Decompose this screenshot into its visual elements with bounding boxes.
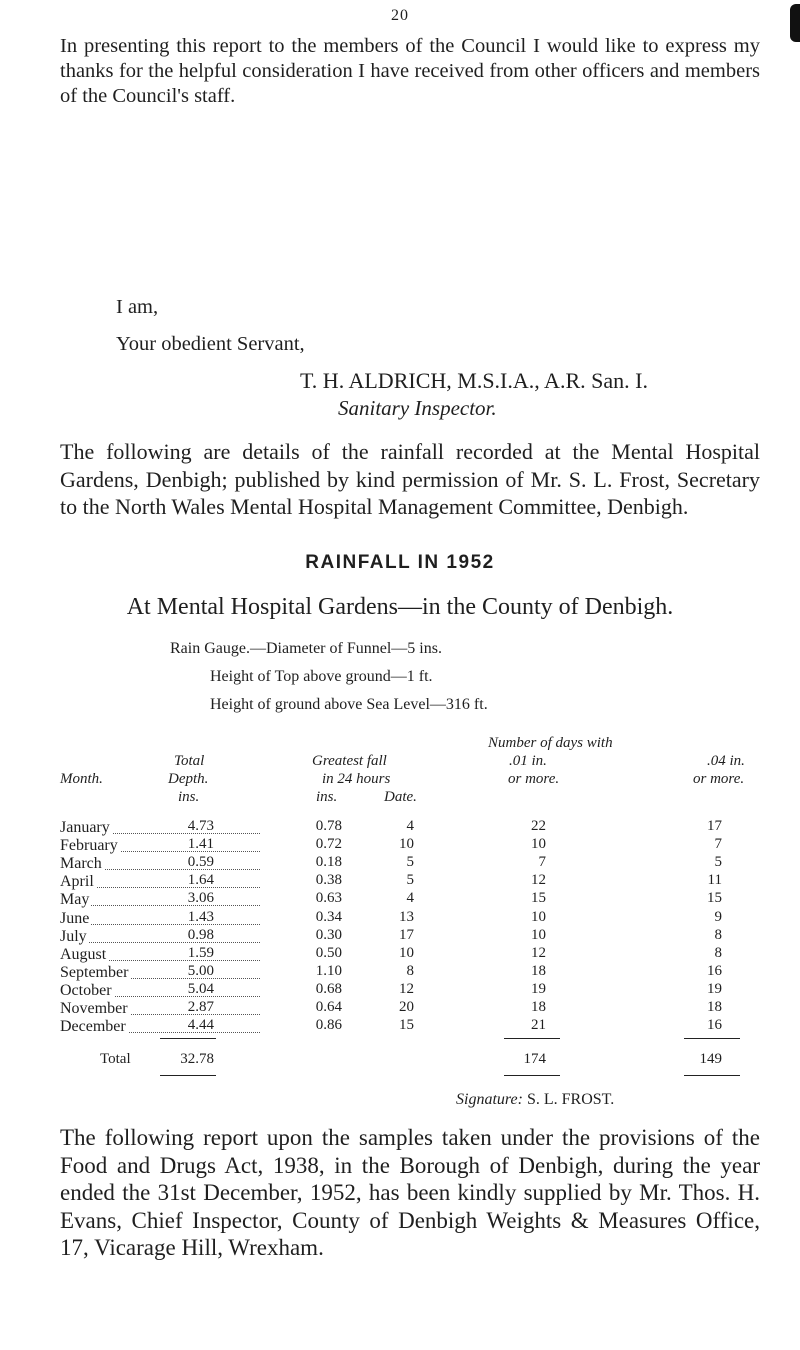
signatory-name: T. H. ALDRICH, M.S.I.A., A.R. San. I. [300, 368, 648, 393]
fall-date-cell: 10 [399, 944, 414, 961]
greatest-fall-cell: 0.34 [315, 908, 342, 925]
fall-date-cell: 13 [399, 908, 414, 925]
dot-leader [60, 837, 260, 855]
dot-leader [60, 819, 260, 834]
days-04-cell: 19 [707, 980, 722, 997]
total-depth-cell: 1.64 [187, 872, 214, 889]
month-cell: April [60, 873, 94, 891]
days-01-cell: 12 [531, 872, 546, 889]
total-depth-cell: 4.44 [187, 1017, 214, 1034]
closing-yours: Your obedient Servant, [116, 333, 305, 355]
fall-date-cell: 20 [399, 999, 414, 1015]
header-month: Month. [60, 771, 103, 787]
header-days01-1: .01 in. [509, 753, 547, 769]
total-depth-cell: 5.00 [187, 962, 214, 979]
month-cell: May [60, 891, 90, 909]
days-01-cell: 22 [531, 818, 546, 834]
greatest-fall-cell: 0.68 [315, 980, 342, 997]
closing-i-am: I am, [116, 296, 159, 318]
fall-date-cell: 12 [399, 980, 414, 997]
food-drugs-paragraph: The following report upon the samples taken under the provisions of the Food and Drugs Act, 1938, in the Borough of Denbigh, during the year ended the 31st December, 1952, has been kindly supplied by Mr. Thos. H. Evans, Chief Inspector, County of Denbigh Weights & Measures Office, 17, Vicarage Hill, Wrexham. [60, 1125, 760, 1260]
days-01-cell: 21 [531, 1017, 546, 1034]
header-total-unit: ins. [178, 789, 200, 805]
month-cell: December [60, 1018, 126, 1036]
header-days04-1: .04 in. [707, 753, 745, 769]
dot-leader [60, 1000, 260, 1015]
gauge-diameter: Rain Gauge.—Diameter of Funnel—5 ins. [170, 640, 442, 657]
greatest-fall-cell: 0.50 [315, 944, 342, 961]
days-01-cell: 15 [531, 890, 546, 907]
fall-date-cell: 4 [406, 890, 414, 907]
page-number: 20 [391, 7, 409, 24]
greatest-fall-cell: 1.10 [315, 962, 342, 979]
month-cell: March [60, 855, 102, 873]
days-04-cell: 7 [714, 836, 722, 853]
d01-rule-top [504, 1038, 560, 1039]
month-cell: February [60, 837, 118, 855]
total-rule-top [160, 1038, 216, 1039]
dot-leader [60, 910, 260, 925]
rainfall-intro-paragraph: The following are details of the rainfall recorded at the Mental Hospital Gardens, Denbigh; published by kind permission of Mr. S. L. Frost, Secretary to the North Wales Mental Hospital Management Committee, Denbigh. [60, 439, 760, 519]
d01-rule-bottom [504, 1075, 560, 1076]
greatest-fall-cell: 0.63 [315, 890, 342, 907]
total-rule-bottom [160, 1075, 216, 1076]
days-01-cell: 18 [531, 962, 546, 979]
greatest-fall-cell: 0.30 [315, 926, 342, 943]
days-04-cell: 16 [707, 1017, 722, 1034]
rainfall-subtitle: At Mental Hospital Gardens—in the County of Denbigh. [126, 594, 674, 620]
days-04-sum: 149 [699, 1051, 722, 1067]
header-greatest-1: Greatest fall [312, 753, 387, 769]
greatest-fall-cell: 0.78 [315, 818, 342, 834]
days-01-cell: 10 [531, 908, 546, 925]
fall-date-cell: 10 [399, 836, 414, 853]
header-greatest-unit: ins. [316, 789, 338, 805]
d04-rule-top [684, 1038, 740, 1039]
fall-date-cell: 4 [406, 818, 414, 834]
month-cell: August [60, 945, 107, 963]
dot-leader [60, 873, 260, 891]
total-depth-cell: 3.06 [187, 890, 214, 907]
header-days-group: Number of days with [488, 735, 613, 751]
days-01-cell: 12 [531, 944, 546, 961]
days-04-cell: 16 [707, 962, 722, 979]
header-total-1: Total [174, 753, 205, 769]
days-01-cell: 18 [531, 999, 546, 1015]
fall-date-cell: 5 [406, 872, 414, 889]
greatest-fall-cell: 0.38 [315, 872, 342, 889]
greatest-fall-cell: 0.18 [315, 854, 342, 871]
dot-leader [60, 928, 260, 943]
days-01-cell: 10 [531, 926, 546, 943]
fall-date-cell: 8 [406, 962, 414, 979]
total-depth-cell: 0.59 [187, 854, 214, 871]
days-01-cell: 7 [538, 854, 546, 871]
signature-label: Signature: [456, 1091, 523, 1108]
days-04-cell: 5 [714, 854, 722, 871]
days-04-cell: 8 [714, 944, 722, 961]
header-date: Date. [384, 789, 417, 805]
dot-leader [60, 964, 260, 979]
signatory-title: Sanitary Inspector. [338, 396, 497, 420]
acknowledgement-paragraph: In presenting this report to the members of the Council I would like to express my thanks for the helpful consideration I have received from other officers and members of the Council's staff. [60, 35, 760, 107]
month-cell: September [60, 963, 129, 981]
total-depth-cell: 5.04 [187, 980, 214, 997]
rainfall-title: RAINFALL IN 1952 [305, 552, 495, 573]
month-cell: June [60, 909, 90, 927]
total-depth-cell: 0.98 [187, 926, 214, 943]
signature-name: S. L. FROST. [526, 1091, 615, 1108]
total-depth-cell: 1.43 [187, 908, 214, 925]
greatest-fall-cell: 0.64 [315, 999, 342, 1015]
dot-leader [60, 1018, 260, 1036]
total-depth-cell: 2.87 [187, 999, 214, 1015]
days-01-sum: 174 [523, 1051, 546, 1067]
total-depth-cell: 4.73 [187, 818, 214, 834]
dot-leader [60, 855, 260, 873]
days-04-cell: 9 [714, 908, 722, 925]
d04-rule-bottom [684, 1075, 740, 1076]
dot-leader [60, 946, 260, 961]
greatest-fall-cell: 0.72 [315, 836, 342, 853]
total-label: Total [100, 1051, 131, 1067]
days-01-cell: 19 [531, 980, 546, 997]
greatest-fall-cell: 0.86 [315, 1017, 342, 1034]
header-greatest-2: in 24 hours [322, 771, 391, 787]
header-days01-2: or more. [508, 771, 560, 787]
header-days04-2: or more. [693, 771, 745, 787]
dot-leader [60, 891, 260, 909]
dot-leader [60, 982, 260, 997]
days-04-cell: 11 [707, 872, 722, 889]
total-depth-cell: 1.41 [187, 836, 214, 853]
header-total-2: Depth. [168, 771, 209, 787]
days-04-cell: 15 [707, 890, 722, 907]
month-cell: July [60, 927, 87, 945]
rainfall-signature [456, 1091, 614, 1109]
fall-date-cell: 5 [406, 854, 414, 871]
total-depth-cell: 1.59 [187, 944, 214, 961]
days-01-cell: 10 [531, 836, 546, 853]
days-04-cell: 17 [707, 818, 722, 834]
gauge-sea-level: Height of ground above Sea Level—316 ft. [210, 696, 488, 713]
fall-date-cell: 15 [399, 1017, 414, 1034]
total-depth-sum: 32.78 [180, 1051, 214, 1067]
month-cell: January [60, 819, 110, 836]
month-cell: October [60, 981, 112, 999]
fall-date-cell: 17 [399, 926, 414, 943]
days-04-cell: 18 [707, 999, 722, 1015]
month-cell: November [60, 1000, 128, 1017]
gauge-height: Height of Top above ground—1 ft. [210, 668, 433, 685]
days-04-cell: 8 [714, 926, 722, 943]
